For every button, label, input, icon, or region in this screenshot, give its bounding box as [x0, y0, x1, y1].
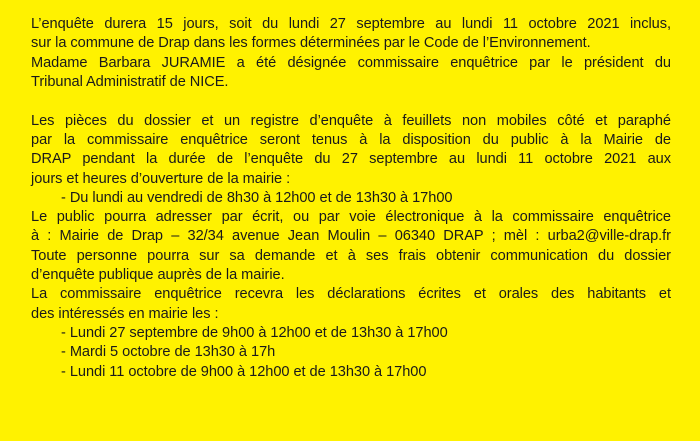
text-line: Toute personne pourra sur sa demande et à ses frais obtenir communication du dossier [31, 247, 671, 264]
text-line: des intéressés en mairie les : [31, 305, 219, 322]
paragraph-public-contact [31, 208, 671, 324]
text-line: DRAP pendant la durée de l’enquête du 27 septembre au lundi 11 octobre 2021 aux [31, 151, 671, 168]
text-line: L’enquête durera 15 jours, soit du lundi 27 septembre au lundi 11 octobre 2021 inclus, [31, 16, 671, 32]
text-line: à : Mairie de Drap – 32/34 avenue Jean Moulin – 06340 DRAP ; mèl : urba2@ville-drap.fr [31, 228, 671, 245]
permanence-item: - Lundi 11 octobre de 9h00 à 12h00 et de 13h30 à 17h00 [61, 363, 427, 380]
text-line: La commissaire enquêtrice recevra les déclarations écrites et orales des habitants et [31, 286, 671, 303]
paragraph-dossier-availability [31, 112, 671, 208]
paragraph-inquiry-duration [31, 15, 671, 92]
text-line: jours et heures d’ouverture de la mairie : [31, 170, 291, 187]
text-line: Le public pourra adresser par écrit, ou par voie électronique à la commissaire enquêtrice [31, 209, 671, 226]
opening-hours-item: - Du lundi au vendredi de 8h30 à 12h00 et de 13h30 à 17h00 [61, 189, 453, 206]
permanence-item: - Lundi 27 septembre de 9h00 à 12h00 et de 13h30 à 17h00 [61, 324, 448, 341]
text-line: par la commissaire enquêtrice seront tenus à la disposition du public à la Mairie de [31, 131, 671, 148]
text-line: sur la commune de Drap dans les formes déterminées par le Code de l’Environnement. [31, 35, 591, 52]
paragraph-spacer [31, 92, 671, 112]
notice-document [31, 15, 671, 382]
text-line: Les pièces du dossier et un registre d’enquête à feuillets non mobiles côté et paraphé [31, 112, 671, 129]
text-line: Tribunal Administratif de NICE. [31, 73, 229, 90]
text-line: Madame Barbara JURAMIE a été désignée commissaire enquêtrice par le président du [31, 54, 671, 71]
permanence-item: - Mardi 5 octobre de 13h30 à 17h [61, 344, 276, 361]
permanence-list [31, 324, 671, 382]
text-line: d’enquête publique auprès de la mairie. [31, 267, 285, 284]
